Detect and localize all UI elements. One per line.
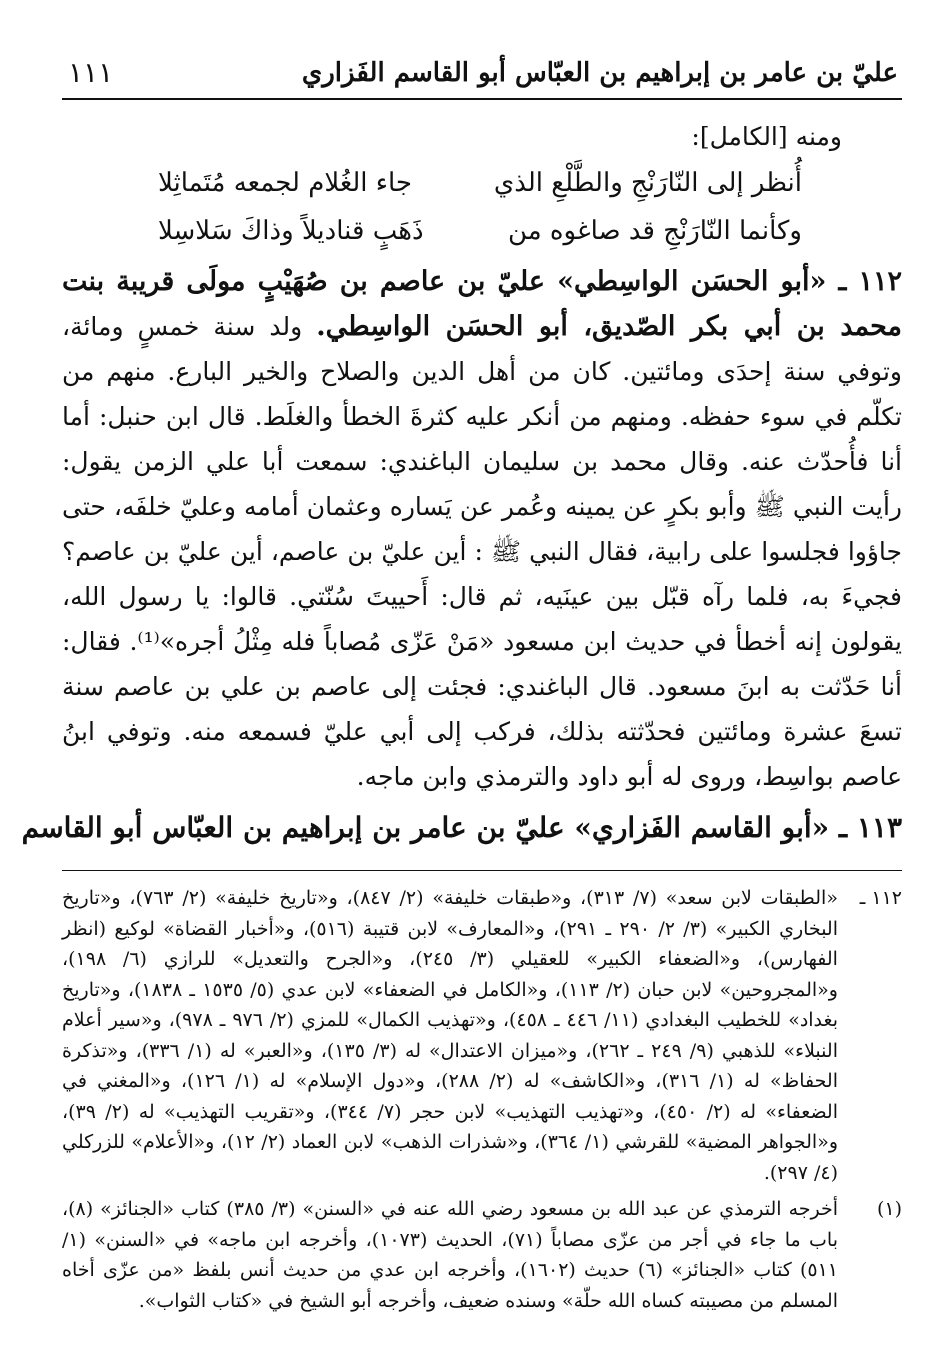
verse-hemistich-second: جاء الغُلام لجمعه مُتَماثِلا xyxy=(158,168,413,198)
footnote-text: أخرجه الترمذي عن عبد الله بن مسعود رضي الله عنه في «السنن» (٣/ ٣٨٥) كتاب «الجنائز» (٨)، باب ما جاء في أجر من عزّى مصاباً (٧١)، الحديث (١٠٧٣)، وأخرجه ابن ماجه» في «السنن» (١/ ٥١١) كتاب «الجنائز» (٦) حديث (١٦٠٢)، وأخرجه ابن عدي من حديث أنس بلفظ «من عزّى أخاه المسلم من مصيبته كساه الله حلّة» وسنده ضعيف، وأخرجه أبو الشيخ في «كتاب الثواب». xyxy=(62,1198,839,1312)
footnote-number: (١) xyxy=(876,1198,902,1220)
running-title: عليّ بن عامر بن إبراهيم بن العبّاس أبو القاسم الفَزاري xyxy=(301,58,898,88)
footnote xyxy=(62,1194,902,1316)
verse-hemistich-first: أُنظر إلى النّارَنْجِ والطَّلْعِ الذي xyxy=(493,168,802,198)
entry-heading: ١١٢ ـ «أبو الحسَن الواسِطي» عليّ بن عاصم بن صُهَيْبٍ مولَى قريبة بنت محمد بن أبي بكر الصّديق، أبو الحسَن الواسِطي. xyxy=(62,266,903,342)
page-number: ١١١ xyxy=(68,56,114,89)
biography-entry-112 xyxy=(62,259,902,799)
page-header xyxy=(62,40,902,100)
verse-line xyxy=(62,159,902,207)
entry-body: ولد سنة خمسٍ ومائة، وتوفي سنة إحدَى ومائتين. كان من أهل الدين والصلاح والخير البارع. منهم من تكلّم في سوء حفظه. ومنهم من أنكر عليه كثرةَ الخطأ والغلَط. قال ابن حنبل: أما أنا فأُحدّث عنه. وقال محمد بن سليمان الباغندي: سمعت أبا علي الزمن يقول: رأيت النبي ﷺ وأبو بكرٍ عن يمينه وعُمر عن يَساره وعثمان أمامه وعليّ خلفَه، حتى جاؤوا فجلسوا على رابية، فقال النبي ﷺ : أين عليّ بن عاصم، أين عليّ بن عاصم؟ فجيءَ به، فلما رآه قبّل بين عينَيه، ثم قال: أَحييتَ سُنّتي. قالوا: يا رسول الله، يقولون إنه أخطأ في حديث ابن مسعود «مَنْ عَزّى مُصاباً فله مِثْلُ أجره»⁽¹⁾. فقال: أنا حَدّثت به ابنَ مسعود. قال الباغندي: فجئت إلى عاصم بن علي بن عاصم سنة تسعَ عشرة ومائتين فحدّثته بذلك، فركب إلى أبي عليّ فسمعه منه. وتوفي ابنُ عاصم بواسِط، وروى له أبو داود والترمذي وابن ماجه. xyxy=(62,312,902,791)
footnote-number: ١١٢ ـ xyxy=(859,887,902,909)
poem-intro: ومنه [الكامل]: xyxy=(691,122,842,151)
verse-line xyxy=(62,207,902,255)
verse-hemistich-second: ذَهَبٍ قناديلاً وذاكَ سَلاسِلا xyxy=(158,216,424,246)
footnote xyxy=(62,883,902,1188)
biography-entry-113-heading: ١١٣ ـ «أبو القاسم الفَزاري» عليّ بن عامر بن إبراهيم بن العبّاس أبو القاسم xyxy=(21,811,902,844)
footnotes xyxy=(62,870,902,1316)
footnote-text: «الطبقات لابن سعد» (٧/ ٣١٣)، و«طبقات خليفة» (٢/ ٨٤٧)، و«تاريخ خليفة» (٢/ ٧٦٣)، و«تاريخ البخاري الكبير» (٣/ ٢/ ٢٩٠ ـ ٢٩١)، و«المعارف» لابن قتيبة (٥١٦)، و«أخبار القضاة» لوكيع (انظر الفهارس)، و«الضعفاء الكبير» للعقيلي (٣/ ٢٤٥)، و«الجرح والتعديل» للرازي (٦/ ١٩٨)، و«المجروحين» لابن حبان (٢/ ١١٣)، و«الكامل في الضعفاء» لابن عدي (٥/ ١٥٣٥ ـ ١٨٣٨)، و«تاريخ بغداد» للخطيب البغدادي (١١/ ٤٤٦ ـ ٤٥٨)، و«تهذيب الكمال» للمزي (٢/ ٩٧٦ ـ ٩٧٨)، و«سير أعلام النبلاء» للذهبي (٩/ ٢٤٩ ـ ٢٦٢)، و«ميزان الاعتدال» له (٣/ ١٣٥)، و«العبر» له (١/ ٣٣٦)، و«تذكرة الحفاظ» له (١/ ٣١٦)، و«الكاشف» له (٢/ ٢٨٨)، و«دول الإسلام» له (١/ ١٢٦)، و«المغني في الضعفاء» له (٢/ ٤٥٠)، و«تهذيب التهذيب» لابن حجر (٧/ ٣٤٤)، و«تقريب التهذيب» له (٢/ ٣٩)، و«الجواهر المضية» للقرشي (١/ ٣٦٤)، و«شذرات الذهب» لابن العماد (٢/ ١٢)، و«الأعلام» للزركلي (٤/ ٢٩٧). xyxy=(62,887,839,1184)
verse-hemistich-first: وكأنما النّارَنْجِ قد صاغوه من xyxy=(507,216,802,246)
main-text xyxy=(21,100,903,850)
book-page xyxy=(21,40,903,1350)
